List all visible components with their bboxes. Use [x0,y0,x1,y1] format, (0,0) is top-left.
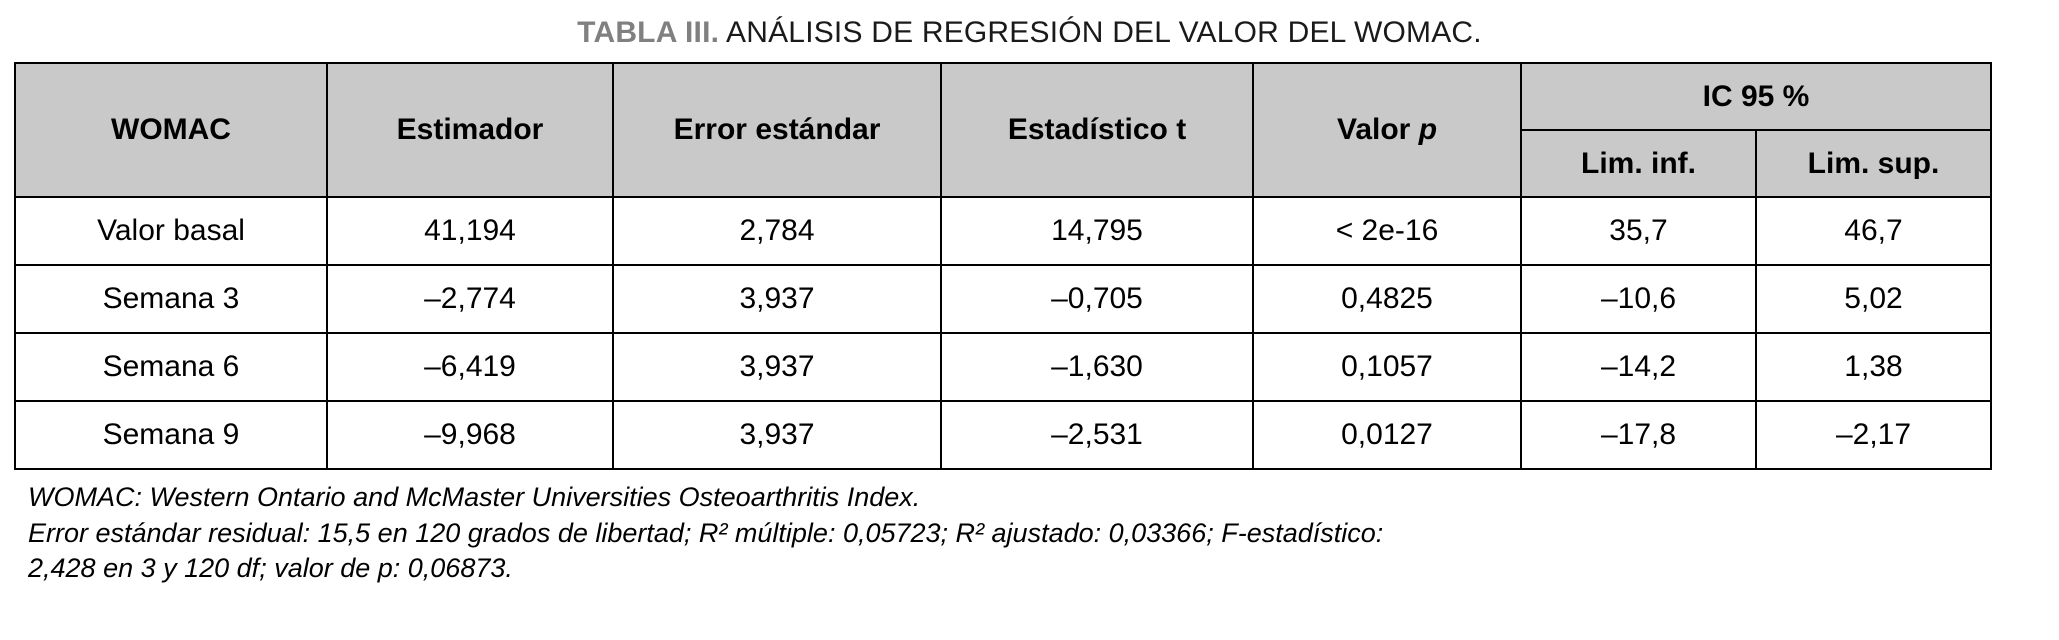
footnote-statistics-line1: Error estándar residual: 15,5 en 120 grados de libertad; R² múltiple: 0,05723; R² ajustado: 0,03366; F-estadístico: [28,517,1384,548]
table-body [15,197,1991,469]
cell-lim-sup: 1,38 [1756,333,1991,401]
caption-text: ANÁLISIS DE REGRESIÓN DEL VALOR DEL WOMAC. [719,16,1482,49]
cell-womac: Valor basal [15,197,327,265]
cell-p: 0,4825 [1253,265,1521,333]
header-error-estandar: Error estándar [613,63,941,197]
cell-estimador: –9,968 [327,401,613,469]
header-estimador: Estimador [327,63,613,197]
cell-error: 3,937 [613,401,941,469]
footnote-abbreviation: WOMAC: Western Ontario and McMaster Universities Osteoarthritis Index. [28,482,921,512]
regression-table [14,62,1992,470]
cell-t: –0,705 [941,265,1253,333]
header-ic95: IC 95 % [1521,63,1991,130]
caption-label: TABLA III. [577,16,720,49]
cell-lim-inf: 35,7 [1521,197,1756,265]
cell-error: 3,937 [613,333,941,401]
header-lim-sup: Lim. sup. [1756,130,1991,197]
cell-lim-sup: 5,02 [1756,265,1991,333]
cell-lim-sup: –2,17 [1756,401,1991,469]
cell-p: 0,0127 [1253,401,1521,469]
footnote-statistics-line2: 2,428 en 3 y 120 df; valor de p: 0,06873. [28,553,513,584]
header-valor-p [1253,63,1521,197]
header-estadistico-t: Estadístico t [941,63,1253,197]
header-valor-p-symbol: p [1418,113,1438,146]
cell-error: 2,784 [613,197,941,265]
header-womac: WOMAC [15,63,327,197]
cell-estimador: –2,774 [327,265,613,333]
cell-estimador: –6,419 [327,333,613,401]
table-row [15,333,1991,401]
cell-womac: Semana 6 [15,333,327,401]
cell-estimador: 41,194 [327,197,613,265]
cell-t: 14,795 [941,197,1253,265]
header-row-1 [15,63,1991,130]
cell-t: –2,531 [941,401,1253,469]
cell-lim-inf: –10,6 [1521,265,1756,333]
header-valor-p-prefix: Valor [1336,113,1419,146]
table-header [15,63,1991,197]
table-footnotes [28,480,2031,587]
cell-lim-sup: 46,7 [1756,197,1991,265]
header-lim-inf: Lim. inf. [1521,130,1756,197]
table-caption [0,0,2059,62]
cell-womac: Semana 9 [15,401,327,469]
cell-womac: Semana 3 [15,265,327,333]
cell-t: –1,630 [941,333,1253,401]
cell-p: 0,1057 [1253,333,1521,401]
cell-error: 3,937 [613,265,941,333]
table-row [15,265,1991,333]
cell-lim-inf: –14,2 [1521,333,1756,401]
cell-p: < 2e-16 [1253,197,1521,265]
table-row [15,197,1991,265]
table-row [15,401,1991,469]
cell-lim-inf: –17,8 [1521,401,1756,469]
